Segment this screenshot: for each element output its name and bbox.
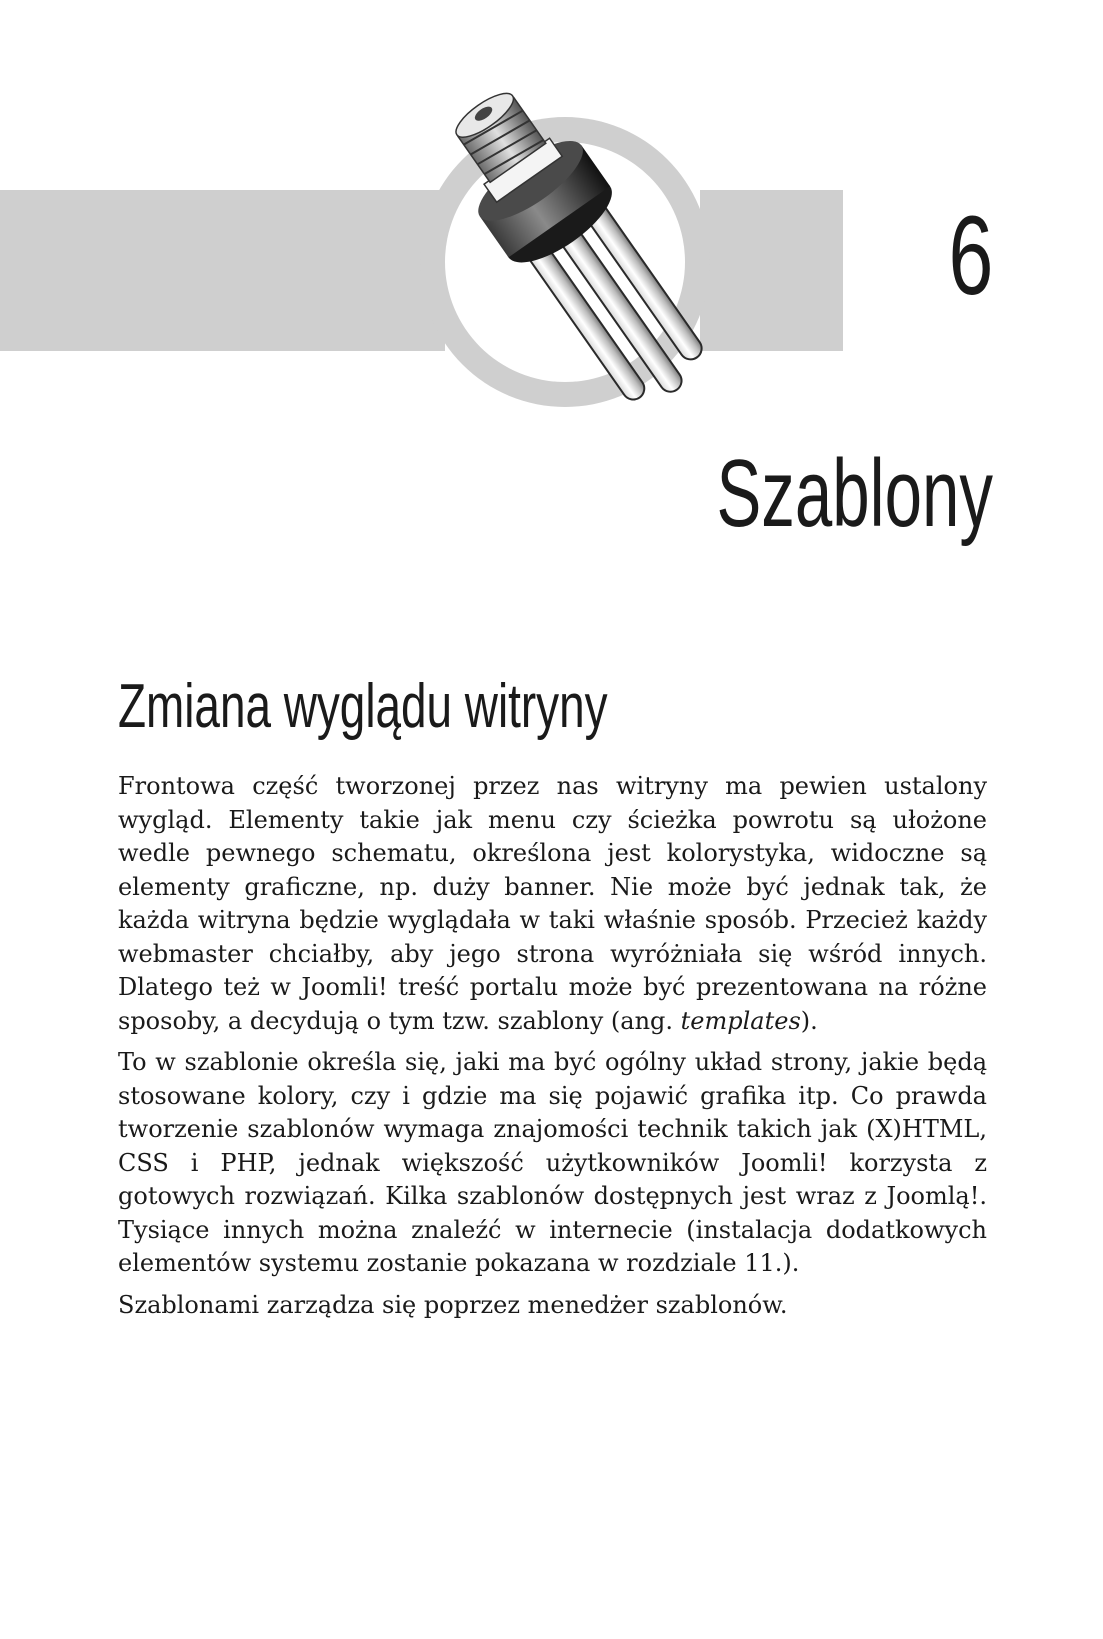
chapter-title: Szablony — [716, 440, 993, 547]
banner-band-right — [700, 190, 843, 351]
banner-band-left — [0, 190, 445, 351]
paragraph-1-emphasis: templates — [680, 1006, 801, 1035]
chapter-banner — [0, 0, 1103, 470]
paragraph-1-text: Frontowa część tworzonej przez nas witryny ma pewien ustalony wygląd. Elementy takie jak menu czy ścieżka powrotu są ułożone wedle pewnego schematu, określona jest kolorystyka, widoczne są elementy graficzne, np. duży banner. Nie może być jednak tak, że każda witryna będzie wyglądała w taki właśnie sposób. Przecież każdy webmaster chciałby, aby jego strona wyróżniała się wśród innych. Dlatego też w Joomli! treść portalu może być prezentowana na różne sposoby, a decydują o tym tzw. szablony (ang. — [118, 772, 987, 1035]
paragraph-1 — [118, 770, 987, 1038]
section-heading: Zmiana wyglądu witryny — [118, 672, 608, 741]
paragraph-3: Szablonami zarządza się poprzez menedżer szablonów. — [118, 1290, 788, 1319]
paragraph-2: To w szablonie określa się, jaki ma być ogólny układ strony, jakie będą stosowane kolory, czy i gdzie ma się pojawić grafika itp. Co prawda tworzenie szablonów wymaga znajomości technik takich jak (X)HTML, CSS i PHP, jednak większość użytkowników Joomli! korzysta z gotowych rozwiązań. Kilka szablonów dostępnych jest wraz z Joomlą!. Tysiące innych można znaleźć w internecie (instalacja dodatkowych elementów systemu zostanie pokazana w rozdziale 11.). — [118, 1048, 987, 1277]
chapter-number: 6 — [948, 193, 993, 318]
paragraph-1-end: ). — [800, 1006, 818, 1035]
body-text — [118, 770, 987, 1330]
